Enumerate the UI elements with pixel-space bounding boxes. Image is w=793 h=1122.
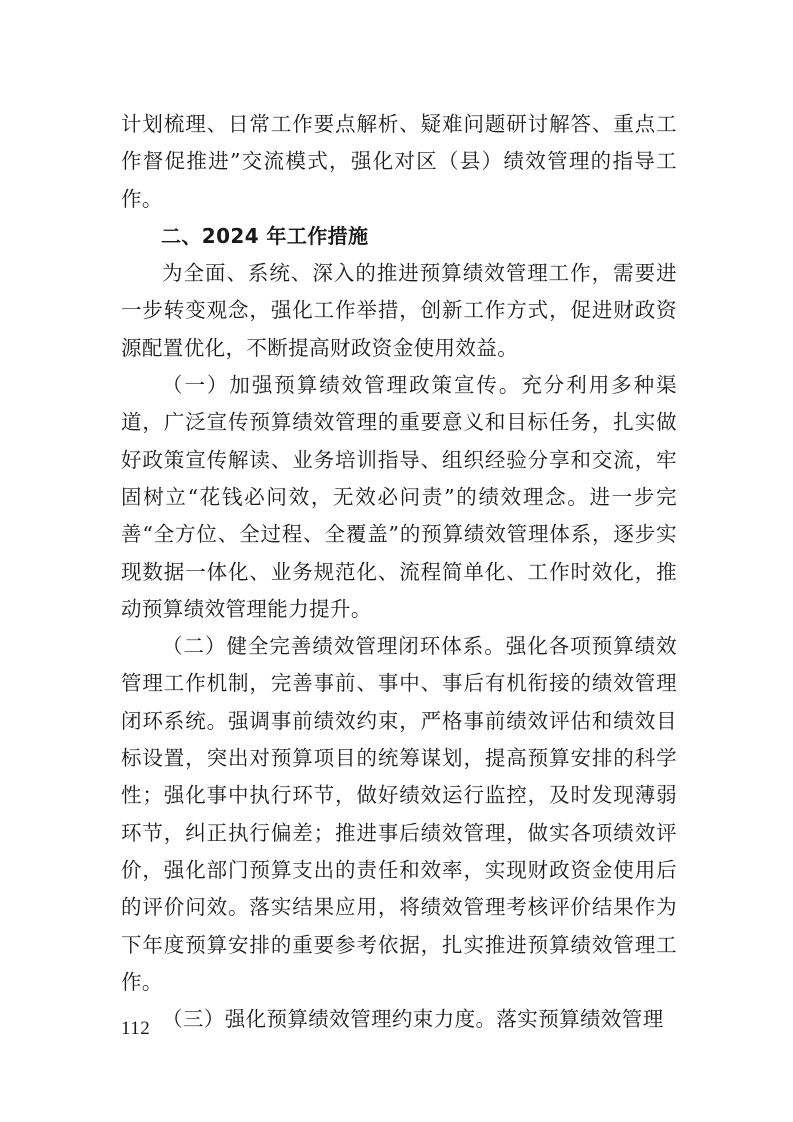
body-text (121, 106, 677, 1038)
paragraph-intro: 为全面、系统、深入的推进预算绩效管理工作，需要进一步转变观念，强化工作举措，创新工作方式，促进财政资源配置优化，不断提高财政资金使用效益。 (121, 261, 677, 360)
page-number: 112 (121, 1018, 151, 1039)
paragraph-measure-2: （二）健全完善绩效管理闭环体系。强化各项预算绩效管理工作机制，完善事前、事中、事后有机衔接的绩效管理闭环系统。强调事前绩效约束，严格事前绩效评估和绩效目标设置，突出对预算项目的统筹谋划，提高预算安排的科学性；强化事中执行环节，做好绩效运行监控，及时发现薄弱环节，纠正执行偏差；推进事后绩效管理，做实各项绩效评价，强化部门预算支出的责任和效率，实现财政资金使用后的评价问效。落实结果应用，将绩效管理考核评价结果作为下年度预算安排的重要参考依据，扎实推进预算绩效管理工作。 (121, 634, 677, 994)
paragraph-continuation: 计划梳理、日常工作要点解析、疑难问题研讨解答、重点工作督促推进”交流模式，强化对区（县）绩效管理的指导工作。 (121, 112, 677, 211)
paragraph-measure-3: （三）强化预算绩效管理约束力度。落实预算绩效管理 (162, 1007, 664, 1032)
paragraph-measure-1: （一）加强预算绩效管理政策宣传。充分利用多种渠道，广泛宣传预算绩效管理的重要意义和目标任务，扎实做好政策宣传解读、业务培训指导、组织经验分享和交流，牢固树立“花钱必问效，无效必问责”的绩效理念。进一步完善“全方位、全过程、全覆盖”的预算绩效管理体系，逐步实现数据一体化、业务规范化、流程简单化、工作时效化，推动预算绩效管理能力提升。 (121, 373, 677, 621)
section-heading: 二、2024 年工作措施 (161, 223, 369, 248)
